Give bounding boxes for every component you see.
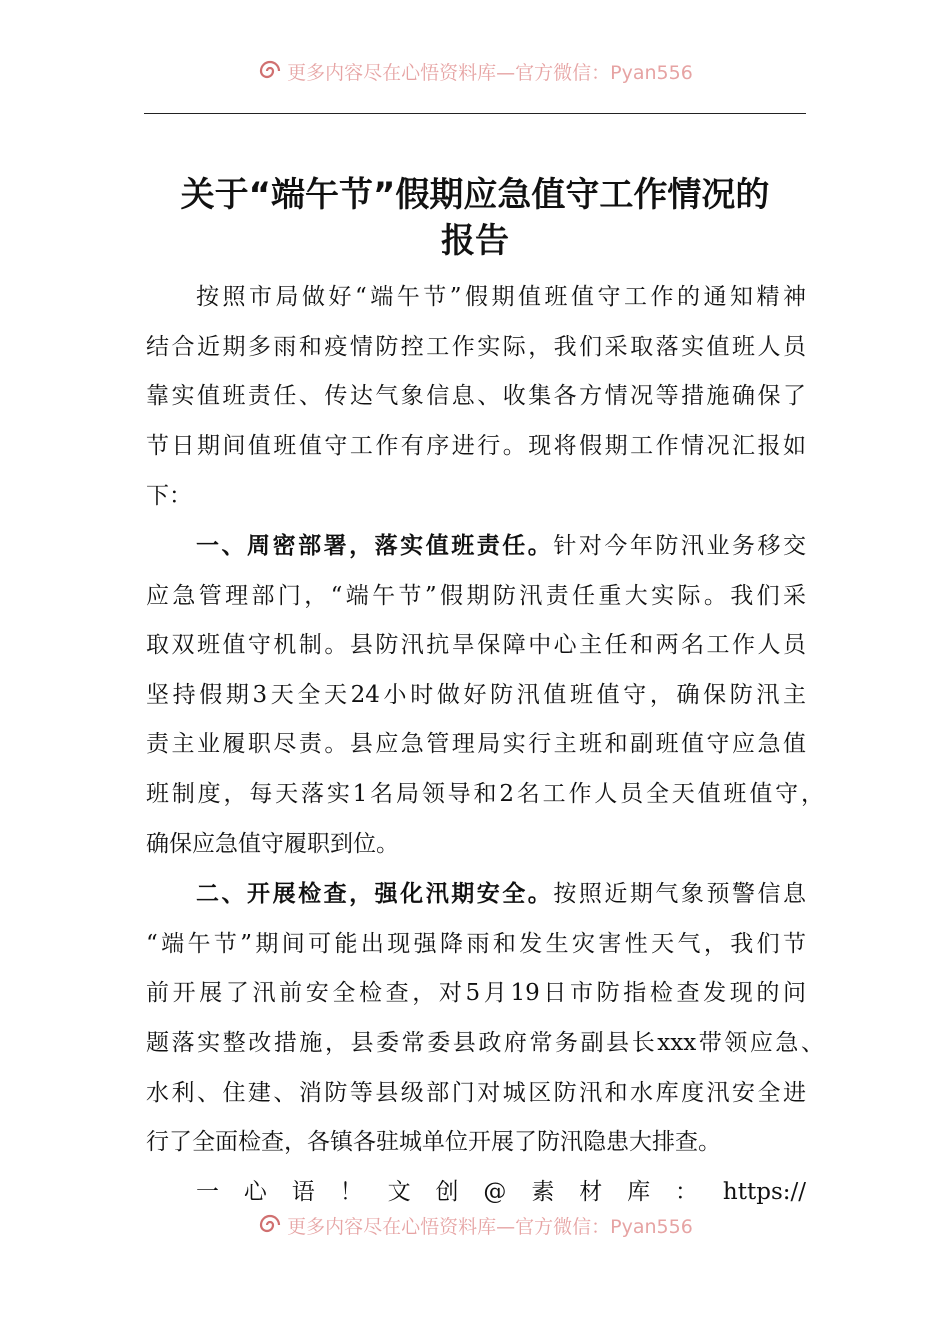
section2-line: 前开展了汛前安全检查，对5月19日市防指检查发现的问: [146, 980, 806, 1006]
section2-line: 行了全面检查，各镇各驻城单位开展了防汛隐患大排查。: [146, 1129, 721, 1155]
document-title: [144, 172, 806, 264]
section2-line: 题落实整改措施，县委常委县政府常务副县长xxx带领应急、: [146, 1030, 824, 1056]
intro-line: 下：: [146, 483, 192, 509]
title-line-1: 关于“端午节”假期应急值守工作情况的: [180, 175, 770, 215]
intro-line: 结合近期多雨和疫情防控工作实际，我们采取落实值班人员: [146, 334, 806, 360]
section1-line: 班制度，每天落实1名局领导和2名工作人员全天值班值守，: [146, 781, 824, 807]
footer-watermark: [0, 1212, 950, 1238]
section2-first-line-rest: 按照近期气象预警信息: [553, 881, 806, 907]
section1-line: 责主业履职尽责。县应急管理局实行主班和副班值守应急值: [146, 731, 806, 757]
section2-line: “端午节”期间可能出现强降雨和发生灾害性天气，我们节: [146, 931, 806, 957]
section1-line: 应急管理部门，“端午节”假期防汛责任重大实际。我们采: [146, 583, 806, 609]
section1-heading: 一、周密部署，落实值班责任。: [196, 532, 554, 559]
spiral-logo-icon: [257, 60, 283, 82]
section2-first-line: [196, 876, 806, 912]
watermark-text: 更多内容尽在心悟资料库—官方微信：Pyan556: [287, 61, 693, 84]
intro-line: 节日期间值班值守工作有序进行。现将假期工作情况汇报如: [146, 433, 806, 459]
title-line-2: 报告: [441, 221, 509, 261]
section1-line: 坚持假期3天全天24小时做好防汛值班值守，确保防汛主: [146, 682, 806, 708]
header-rule: [144, 113, 806, 114]
header-watermark: [0, 58, 950, 84]
section1-line: 取双班值守机制。县防汛抗旱保障中心主任和两名工作人员: [146, 632, 806, 658]
section2-heading: 二、开展检查，强化汛期安全。: [196, 880, 554, 907]
intro-line: 靠实值班责任、传达气象信息、收集各方情况等措施确保了: [146, 383, 806, 409]
section2-line: 水利、住建、消防等县级部门对城区防汛和水库度汛安全进: [146, 1080, 806, 1106]
intro-line: 按照市局做好“端午节”假期值班值守工作的通知精神: [196, 284, 806, 310]
section1-first-line: [196, 528, 806, 564]
spiral-logo-icon: [257, 1214, 283, 1236]
watermark-text: 更多内容尽在心悟资料库—官方微信：Pyan556: [287, 1215, 693, 1238]
source-line: 一心语！文创@素材库：https://: [196, 1179, 806, 1205]
section1-line: 确保应急值守履职到位。: [146, 831, 399, 857]
section1-first-line-rest: 针对今年防汛业务移交: [553, 533, 806, 559]
